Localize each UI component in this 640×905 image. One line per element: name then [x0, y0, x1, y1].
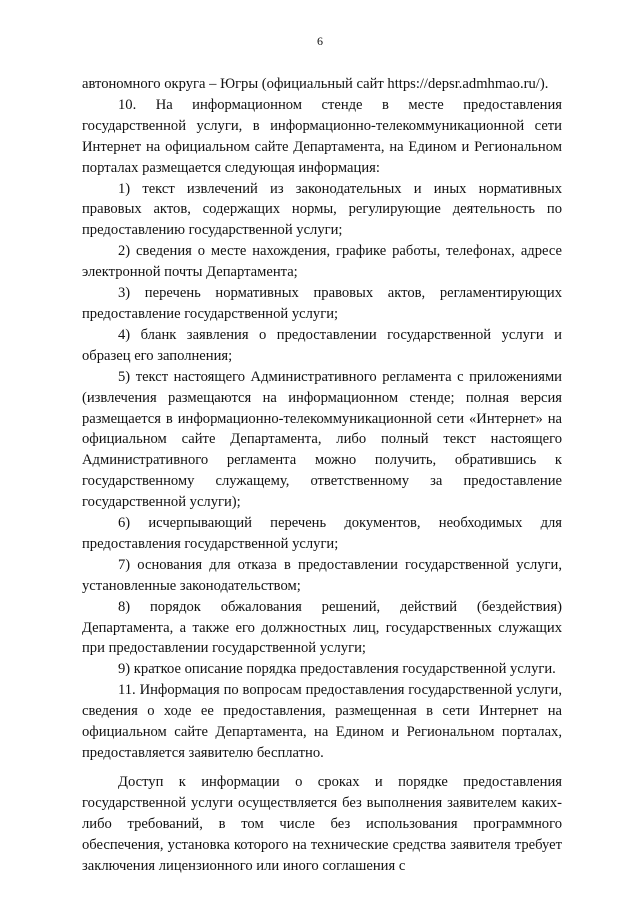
page-number: 6 [317, 34, 323, 48]
paragraph-12: 11. Информация по вопросам предоставления государственной услуги, сведения о ходе ее предоставления, размещенная в сети Интернет на официальном сайте Департамента, на Едином и Региональном порталах, предоставляется заявителю бесплатно. [82, 682, 562, 761]
paragraph-1: автономного округа – Югры (официальный сайт https://depsr.admhmao.ru/). [82, 76, 549, 92]
paragraph-10: 8) порядок обжалования решений, действий (бездействия) Департамента, а также его должностных лиц, государственных служащих при предоставлении государственной услуги; [82, 598, 562, 657]
paragraph-11: 9) краткое описание порядка предоставления государственной услуги. [118, 661, 556, 678]
paragraph-5: 3) перечень нормативных правовых актов, регламентирующих предоставление государственной услуги; [82, 285, 562, 322]
paragraph-13: Доступ к информации о сроках и порядке предоставления государственной услуги осуществляется без выполнения заявителем каких-либо требований, в том числе без использования программного обеспечения, установка которого на технические средства заявителя требует заключения лицензионного или иного соглашения с [82, 773, 562, 874]
paragraph-8: 6) исчерпывающий перечень документов, необходимых для предоставления государственной услуги; [82, 515, 562, 552]
paragraph-2: 10. На информационном стенде в месте предоставления государственной услуги, в информационно-телекоммуникационной сети Интернет на официальном сайте Департамента, на Едином и Региональном порталах размещается следующая информация: [82, 96, 562, 176]
paragraph-4: 2) сведения о месте нахождения, графике работы, телефонах, адресе электронной почты Департамента; [82, 243, 562, 281]
paragraph-3: 1) текст извлечений из законодательных и иных нормативных правовых актов, содержащих нормы, регулирующие деятельность по предоставлению государственной услуги; [82, 180, 562, 239]
document-body [82, 74, 562, 876]
paragraph-6: 4) бланк заявления о предоставлении государственной услуги и образец его заполнения; [82, 326, 562, 364]
paragraph-9: 7) основания для отказа в предоставлении государственной услуги, установленные законодательством; [82, 556, 562, 594]
paragraph-7: 5) текст настоящего Административного регламента с приложениями (извлечения размещаются на информационном стенде; полная версия размещается в информационно-телекоммуникационной сети «Интернет» на официальном сайте Департамента, либо полный текст настоящего Административного регламента можно получить, обратившись к государственному служащему, ответственному за предоставление государственной услуги); [82, 368, 562, 511]
